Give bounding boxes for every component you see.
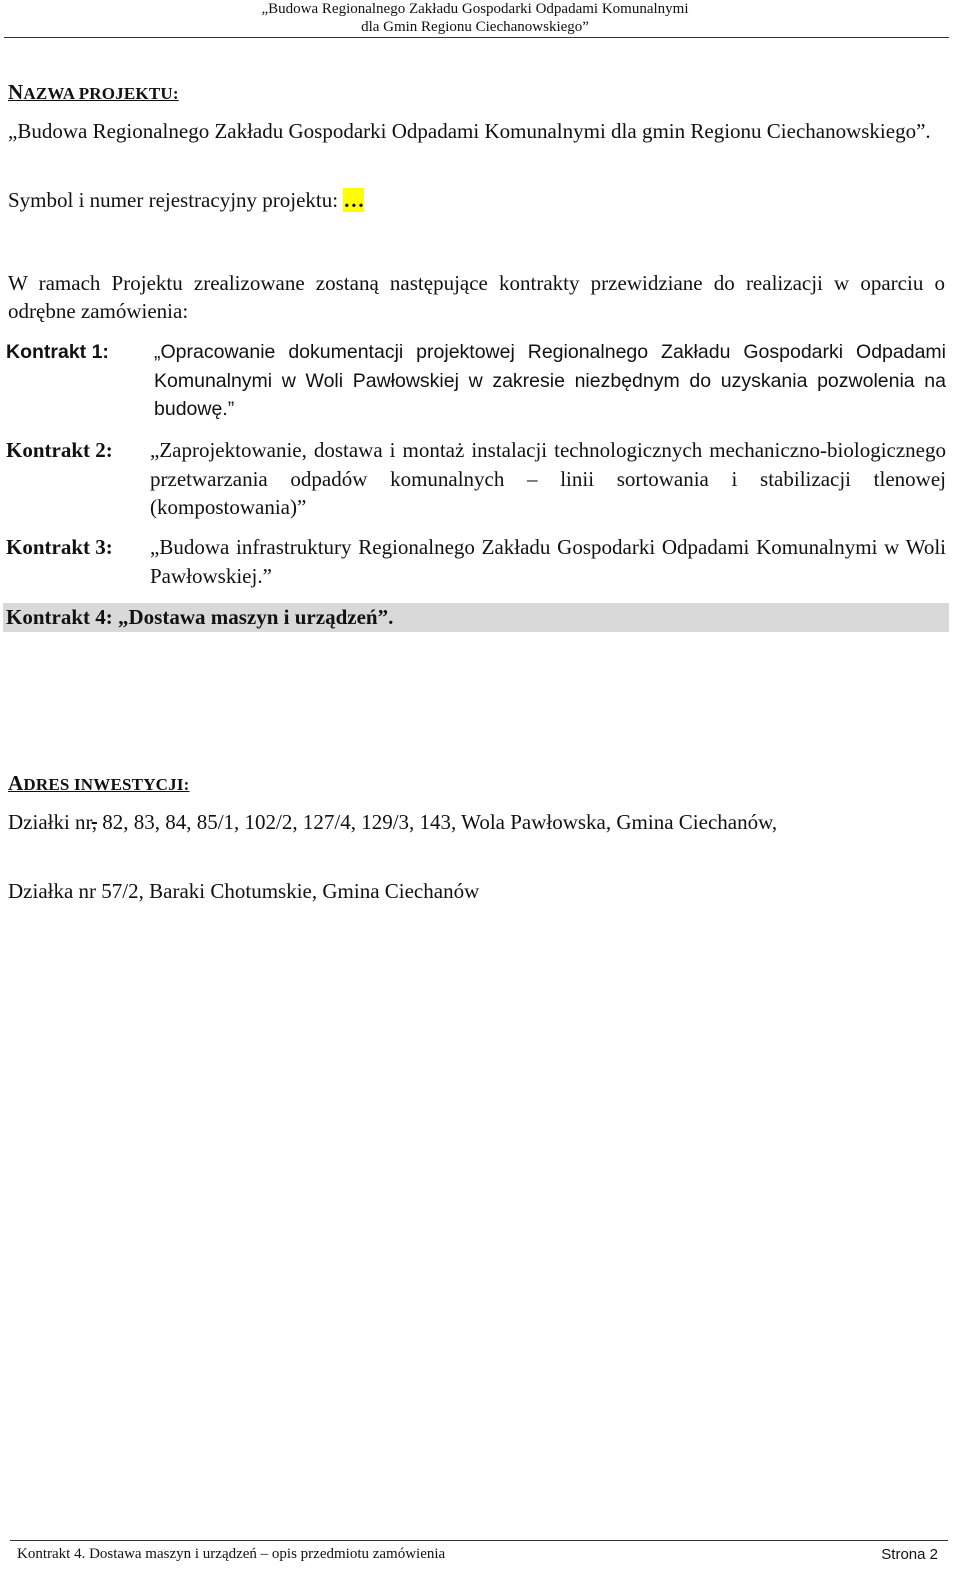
address-plots-1 — [8, 808, 878, 837]
address-plots-1-rest: 82, 83, 84, 85/1, 102/2, 127/4, 129/3, 143, Wola Pawłowska, Gmina Ciechanów, — [96, 810, 778, 834]
header-line-1: „Budowa Regionalnego Zakładu Gospodarki Odpadami Komunalnymi — [261, 1, 689, 17]
project-symbol-value: … — [343, 188, 365, 212]
contract-2 — [6, 436, 946, 522]
address-plots-2: Działka nr 57/2, Baraki Chotumskie, Gmina Ciechanów — [8, 879, 480, 903]
address-heading-rest: DRES INWESTYCJI: — [23, 775, 190, 794]
contract-1 — [6, 338, 946, 424]
contract-4-text: „Dostawa maszyn i urządzeń”. — [118, 605, 394, 629]
project-heading-rest: AZWA PROJEKTU: — [23, 84, 179, 103]
address-plots-1-prefix: Działki nr — [8, 810, 92, 834]
footer-divider — [10, 1540, 948, 1541]
address-plots-1-text — [8, 808, 878, 837]
contract-4-line — [6, 603, 393, 632]
contract-2-label: Kontrakt 2: — [6, 438, 113, 462]
page-number: Strona 2 — [881, 1546, 938, 1563]
project-heading — [8, 80, 179, 105]
contract-1-label: Kontrakt 1: — [6, 341, 109, 363]
contract-2-text: „Zaprojektowanie, dostawa i montaż instalacji technologicznych mechaniczno-biologicznego przetwarzania odpadów komunalnych – linii sortowania i stabilizacji tlenowej (kompostowania)” — [150, 438, 946, 519]
project-symbol-label: Symbol i numer rejestracyjny projektu: — [8, 188, 344, 212]
project-title: „Budowa Regionalnego Zakładu Gospodarki Odpadami Komunalnymi dla gmin Regionu Ciechanowskiego”. — [8, 119, 931, 143]
footer-document-title: Kontrakt 4. Dostawa maszyn i urządzeń – opis przedmiotu zamówienia — [17, 1546, 446, 1562]
address-heading-initial: A — [8, 771, 24, 795]
project-symbol — [8, 186, 945, 214]
header-divider — [4, 37, 949, 38]
project-heading-initial: N — [8, 80, 24, 104]
contract-3 — [6, 533, 946, 590]
intro-paragraph: W ramach Projektu zrealizowane zostaną następujące kontrakty przewidziane do realizacji w oparciu o odrębne zamówienia: — [8, 271, 945, 323]
address-heading — [8, 771, 190, 796]
contract-1-text: „Opracowanie dokumentacji projektowej Regionalnego Zakładu Gospodarki Odpadami Komunalnymi w Woli Pawłowskiej w zakresie niezbędnym do uzyskania pozwolenia na budowę.” — [154, 341, 946, 420]
contract-4-label: Kontrakt 4: — [6, 605, 113, 629]
contract-3-label: Kontrakt 3: — [6, 535, 113, 559]
header-line-2: dla Gmin Regionu Ciechanowskiego” — [361, 19, 589, 35]
contract-3-text: „Budowa infrastruktury Regionalnego Zakładu Gospodarki Odpadami Komunalnymi w Woli Pawłowskiej.” — [150, 535, 946, 588]
contract-4 — [3, 603, 949, 632]
address-plots-1-struck: , — [91, 810, 97, 834]
